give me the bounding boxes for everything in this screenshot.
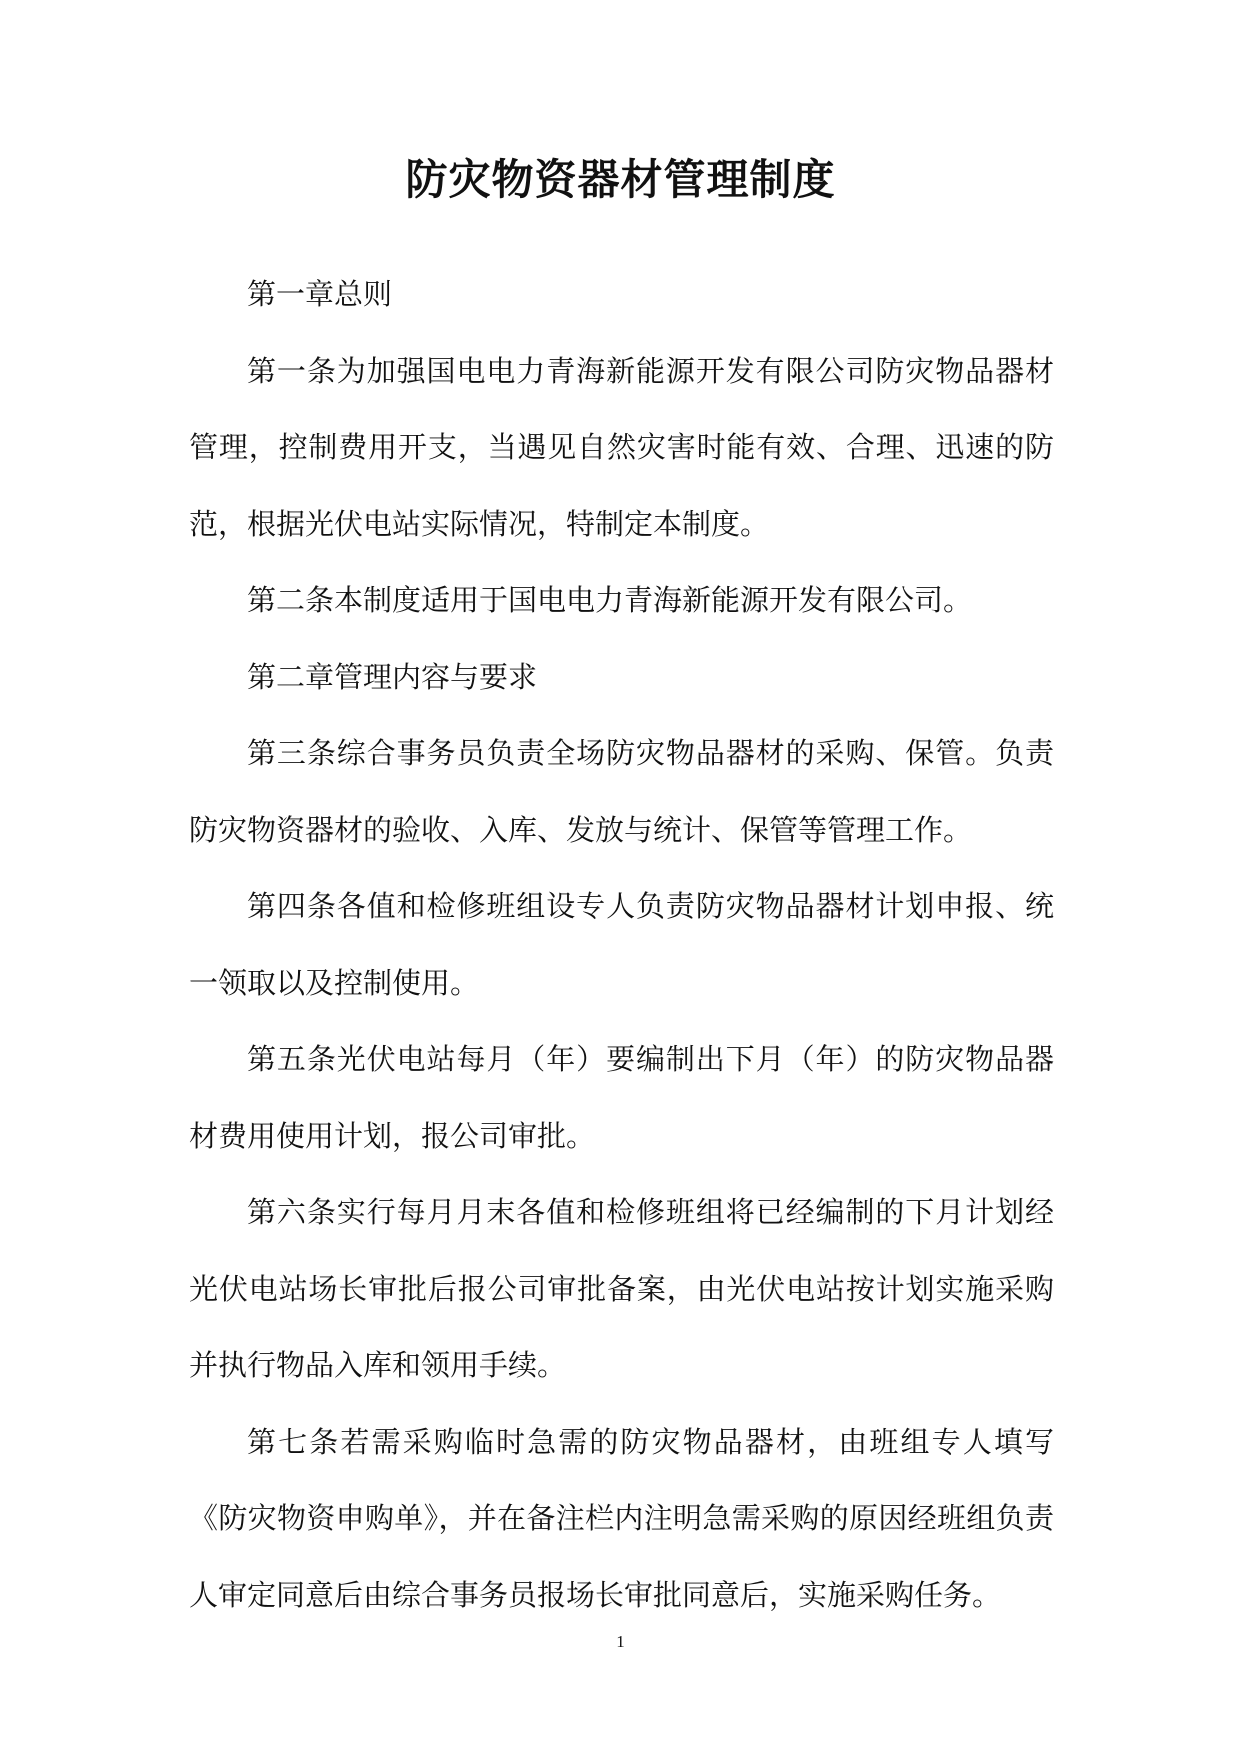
article-paragraph: 第三条综合事务员负责全场防灾物品器材的采购、保管。负责防灾物资器材的验收、入库、发放与统计、保管等管理工作。: [189, 736, 1054, 847]
chapter-heading: 第二章管理内容与要求: [247, 659, 538, 694]
page-number: 1: [616, 1632, 625, 1651]
document-title: 防灾物资器材管理制度: [405, 155, 836, 204]
article-paragraph: 第一条为加强国电电力青海新能源开发有限公司防灾物品器材管理，控制费用开支，当遇见自然灾害时能有效、合理、迅速的防范，根据光伏电站实际情况，特制定本制度。: [189, 353, 1054, 541]
article-paragraph: 第六条实行每月月末各值和检修班组将已经编制的下月计划经光伏电站场长审批后报公司审批备案，由光伏电站按计划实施采购并执行物品入库和领用手续。: [189, 1195, 1054, 1382]
article-paragraph: 第二条本制度适用于国电电力青海新能源开发有限公司。: [247, 583, 973, 617]
chapter-heading: 第一章总则: [247, 277, 393, 311]
document-body: [189, 256, 1054, 1633]
article-paragraph: 第七条若需采购临时急需的防灾物品器材，由班组专人填写《防灾物资申购单》，并在备注栏内注明急需采购的原因经班组负责人审定同意后由综合事务员报场长审批同意后，实施采购任务。: [189, 1424, 1054, 1612]
article-paragraph: 第四条各值和检修班组设专人负责防灾物品器材计划申报、统一领取以及控制使用。: [189, 889, 1054, 1000]
article-paragraph: 第五条光伏电站每月（年）要编制出下月（年）的防灾物品器材费用使用计划，报公司审批。: [189, 1042, 1054, 1153]
